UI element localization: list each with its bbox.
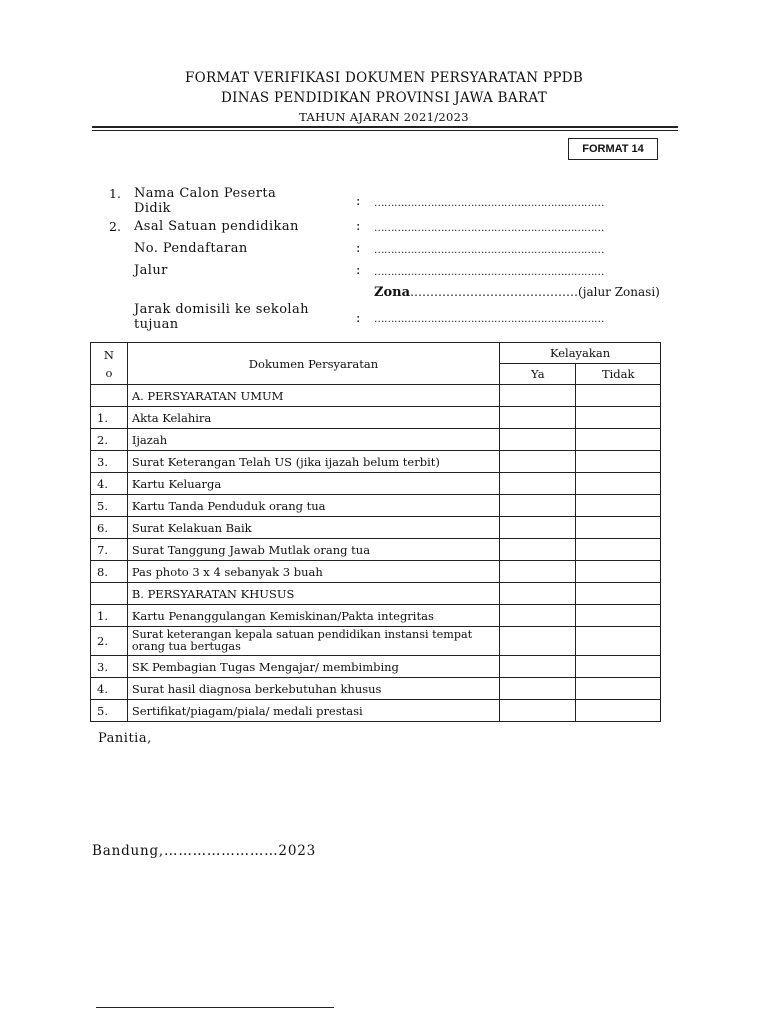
tidak-cell[interactable] <box>576 407 661 429</box>
tidak-cell[interactable] <box>576 539 661 561</box>
row-number: 3. <box>91 451 128 473</box>
field-colon: : <box>356 311 361 326</box>
field-value-jalur[interactable]: …………………………………………………………… <box>374 266 604 278</box>
zona-label: Zona <box>374 285 411 300</box>
ya-cell[interactable] <box>500 583 576 605</box>
section-no-cell <box>91 385 128 407</box>
ya-cell[interactable] <box>500 561 576 583</box>
table-row <box>91 451 661 473</box>
zona-dots[interactable]: …………………………………… <box>410 285 579 299</box>
header-rule-thin <box>92 130 678 131</box>
field-colon: : <box>356 194 361 209</box>
ya-cell[interactable] <box>500 678 576 700</box>
field-value-asal-sekolah[interactable]: …………………………………………………………… <box>374 222 604 234</box>
table-row <box>91 429 661 451</box>
ya-cell[interactable] <box>500 451 576 473</box>
row-document: Kartu Tanda Penduduk orang tua <box>127 495 499 517</box>
document-title: FORMAT VERIFIKASI DOKUMEN PERSYARATAN PPDB <box>184 70 584 86</box>
field-value-no-pendaftaran[interactable]: …………………………………………………………… <box>374 244 604 256</box>
section-no-cell <box>91 583 128 605</box>
row-document: Kartu Keluarga <box>127 473 499 495</box>
row-number: 1. <box>91 407 128 429</box>
field-label-no-pendaftaran: No. Pendaftaran <box>134 241 248 256</box>
agency-name: DINAS PENDIDIKAN PROVINSI JAWA BARAT <box>220 90 548 106</box>
ya-cell[interactable] <box>500 605 576 627</box>
row-number: 7. <box>91 539 128 561</box>
col-header-ya: Ya <box>500 364 576 385</box>
field-colon: : <box>356 219 361 234</box>
table-row <box>91 561 661 583</box>
field-colon: : <box>356 241 361 256</box>
row-number: 2. <box>91 627 128 656</box>
panitia-label: Panitia, <box>98 731 152 746</box>
ya-cell[interactable] <box>500 539 576 561</box>
table-row <box>91 539 661 561</box>
table-row <box>91 517 661 539</box>
format-label-box: FORMAT 14 <box>568 138 658 160</box>
ya-cell[interactable] <box>500 385 576 407</box>
tidak-cell[interactable] <box>576 495 661 517</box>
zona-suffix: (jalur Zonasi) <box>578 285 660 299</box>
col-header-kelayakan: Kelayakan <box>500 343 661 364</box>
section-b-title: B. PERSYARATAN KHUSUS <box>127 583 499 605</box>
place-date-line[interactable]: Bandung,……………………2023 <box>92 843 316 859</box>
row-document: Surat Tanggung Jawab Mutlak orang tua <box>127 539 499 561</box>
tidak-cell[interactable] <box>576 605 661 627</box>
row-document: Sertifikat/piagam/piala/ medali prestasi <box>127 700 499 722</box>
tidak-cell[interactable] <box>576 656 661 678</box>
row-number: 2. <box>91 429 128 451</box>
row-number: 1. <box>91 605 128 627</box>
signature-line[interactable] <box>96 1007 334 1008</box>
tidak-cell[interactable] <box>576 678 661 700</box>
field-label-jalur: Jalur <box>134 263 168 278</box>
row-document: SK Pembagian Tugas Mengajar/ membimbing <box>127 656 499 678</box>
tidak-cell[interactable] <box>576 627 661 656</box>
row-document: Surat keterangan kepala satuan pendidikan instansi tempat orang tua bertugas <box>127 627 499 656</box>
field-value-nama[interactable]: …………………………………………………………… <box>374 197 604 209</box>
row-number: 5. <box>91 700 128 722</box>
field-value-jarak-domisili[interactable]: …………………………………………………………… <box>374 313 604 325</box>
tidak-cell[interactable] <box>576 473 661 495</box>
ya-cell[interactable] <box>500 495 576 517</box>
field-number: 2. <box>109 219 121 234</box>
ya-cell[interactable] <box>500 627 576 656</box>
row-document: Surat Kelakuan Baik <box>127 517 499 539</box>
academic-year: TAHUN AJARAN 2021/2023 <box>299 110 469 124</box>
zona-line <box>374 285 660 300</box>
header-rule-thick <box>92 126 678 128</box>
field-label-jarak-domisili: Jarak domisili ke sekolah tujuan <box>134 302 309 332</box>
row-document: Surat hasil diagnosa berkebutuhan khusus <box>127 678 499 700</box>
table-row <box>91 495 661 517</box>
table-row <box>91 605 661 627</box>
table-row <box>91 627 661 656</box>
table-row <box>91 678 661 700</box>
ya-cell[interactable] <box>500 700 576 722</box>
row-number: 8. <box>91 561 128 583</box>
ya-cell[interactable] <box>500 517 576 539</box>
row-number: 5. <box>91 495 128 517</box>
ya-cell[interactable] <box>500 407 576 429</box>
ya-cell[interactable] <box>500 656 576 678</box>
table-row <box>91 700 661 722</box>
requirements-table <box>90 342 661 722</box>
table-row <box>91 473 661 495</box>
row-document: Ijazah <box>127 429 499 451</box>
row-document: Surat Keterangan Telah US (jika ijazah belum terbit) <box>127 451 499 473</box>
tidak-cell[interactable] <box>576 429 661 451</box>
field-label-nama: Nama Calon Peserta Didik <box>134 186 277 216</box>
tidak-cell[interactable] <box>576 583 661 605</box>
row-document: Akta Kelahira <box>127 407 499 429</box>
row-number: 4. <box>91 473 128 495</box>
tidak-cell[interactable] <box>576 385 661 407</box>
col-header-no-top: N <box>103 347 114 362</box>
row-number: 6. <box>91 517 128 539</box>
table-row <box>91 407 661 429</box>
field-number: 1. <box>109 186 121 201</box>
col-header-no <box>91 343 128 385</box>
ya-cell[interactable] <box>500 473 576 495</box>
col-header-no-bottom: o <box>105 365 113 380</box>
tidak-cell[interactable] <box>576 451 661 473</box>
row-document: Pas photo 3 x 4 sebanyak 3 buah <box>127 561 499 583</box>
row-number: 3. <box>91 656 128 678</box>
tidak-cell[interactable] <box>576 561 661 583</box>
col-header-dokumen: Dokumen Persyaratan <box>127 343 499 385</box>
section-a-title: A. PERSYARATAN UMUM <box>127 385 499 407</box>
ya-cell[interactable] <box>500 429 576 451</box>
tidak-cell[interactable] <box>576 700 661 722</box>
row-number: 4. <box>91 678 128 700</box>
table-row <box>91 656 661 678</box>
row-document: Kartu Penanggulangan Kemiskinan/Pakta integritas <box>127 605 499 627</box>
col-header-tidak: Tidak <box>576 364 661 385</box>
tidak-cell[interactable] <box>576 517 661 539</box>
field-label-asal-sekolah: Asal Satuan pendidikan <box>134 219 299 234</box>
field-colon: : <box>356 263 361 278</box>
